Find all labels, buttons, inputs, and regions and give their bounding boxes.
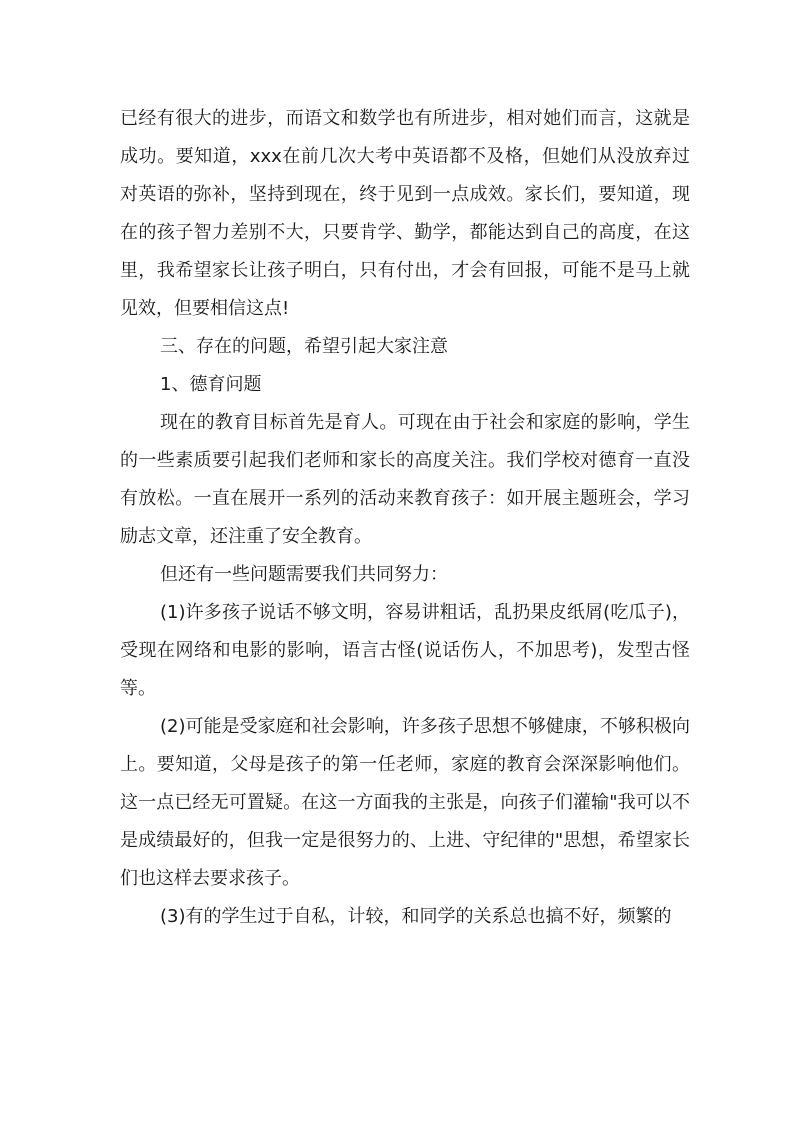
section-heading-problems: 三、存在的问题，希望引起大家注意 <box>160 336 448 357</box>
paragraph-progress: 已经有很大的进步，而语文和数学也有所进步，相对她们而言，这就是成功。要知道，xxx在前几次大考中英语都不及格，但她们从没放弃过对英语的弥补，坚持到现在，终于见到一点成效。家长们，要知道，现在的孩子智力差别不大，只要肯学、勤学，都能达到自己的高度，在这里，我希望家长让孩子明白，只有付出，才会有回报，可能不是马上就见效，但要相信这点! <box>120 108 690 319</box>
list-item-3: (3)有的学生过于自私，计较，和同学的关系总也搞不好，频繁的 <box>160 906 672 927</box>
list-item-2: (2)可能是受家庭和社会影响，许多孩子思想不够健康，不够积极向上。要知道，父母是孩子的第一任老师，家庭的教育会深深影响他们。这一点已经无可置疑。在这一方面我的主张是，向孩子们灌输"我可以不是成绩最好的，但我一定是很努力的、上进、守纪律的"思想，希望家长们也这样去要求孩子。 <box>120 716 690 889</box>
subheading-moral-education: 1、德育问题 <box>160 374 262 395</box>
document-body <box>120 100 690 936</box>
list-item-1: (1)许多孩子说话不够文明，容易讲粗话，乱扔果皮纸屑(吃瓜子)，受现在网络和电影的影响，语言古怪(说话伤人，不加思考)，发型古怪等。 <box>120 602 690 699</box>
paragraph-education-goal: 现在的教育目标首先是育人。可现在由于社会和家庭的影响，学生的一些素质要引起我们老师和家长的高度关注。我们学校对德育一直没有放松。一直在展开一系列的活动来教育孩子：如开展主题班会，学习励志文章，还注重了安全教育。 <box>120 412 690 547</box>
paragraph-common-effort: 但还有一些问题需要我们共同努力： <box>160 564 448 585</box>
